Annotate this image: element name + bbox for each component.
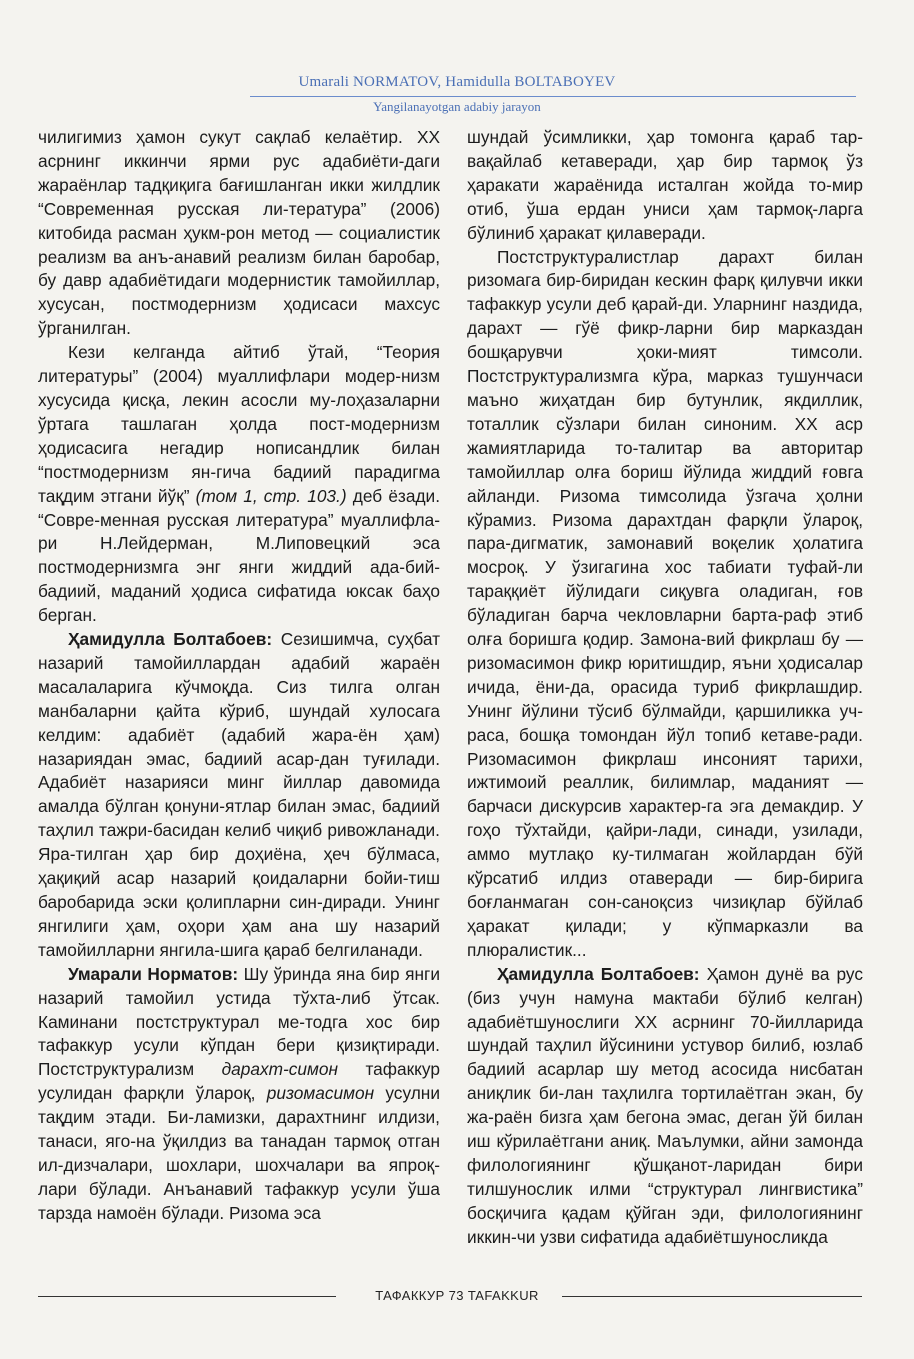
running-header-authors: Umarali NORMATOV, Hamidulla BOLTABOYEV [298,74,616,90]
speaker-name: Ҳамидулла Болтабоев: [497,963,700,984]
running-header-subtitle: Yangilanayotgan adabiy jarayon [373,99,541,114]
header-rule [250,96,856,97]
speaker-name: Умарали Норматов: [68,963,239,984]
left-column [38,126,440,1226]
speaker-name: Ҳамидулла Болтабоев: [68,629,273,650]
paragraph: Умарали Норматов: Шу ўринда яна бир янги назарий тамойил устида тўхта-либ ўтсак. Каминани постструктурал ме-тодга хос бир тафаккур усули кўпдан бери қизиқтиради. Постструктурализм дарахт-симон тафаккур усулидан фарқли ўлароқ, ризомасимон усулни тақдим этади. Би-ламизки, дарахтнинг илдизи, танаси, яго-на ўқилдиз ва танадан тармоқ отган ил-дизчалари, шохлари, шохчалари ва япроқ-лари бўлади. Анъанавий тафаккур усули ўша тарзда намоён бўлади. Ризома эса [38,963,440,1223]
paragraph: Постструктуралистлар дарахт билан ризомага бир-биридан кескин фарқ қилувчи икки тафаккур усули деб қарай-ди. Уларнинг наздида, дарахт — гўё фикр-ларни бир марказдан бошқарувчи ҳоки-мият тимсоли. Постструктурализмга кўра, марказ тушунчаси маъно жиҳатдан бир бутунлик, якдиллик, тоталлик сўзлари билан синоним. XX аср жамиятларида то-талитар ва авторитар тамойиллар олға бориш йўлида жиддий ғовга айланди. Ризома тимсолида ўзгача ҳолни кўрамиз. Ризома дарахтдан фарқли ўлароқ, пара-дигматик, замонавий воқелик ҳолатига мосроқ. У ўзигагина хос табиати туфай-ли тараққиёт йўлидаги сиқувга оладиган, ғов бўладиган барча чекловларни барта-раф этиб олға боришга қодир. Замона-вий фикрлаш бу — ризомасимон фикр юритишдир, яъни ҳодисалар ичида, ёни-да, орасида туриб фикрлашдир. Унинг йўлини тўсиб бўлмайди, қаршиликка уч-раса, бошқа томондан йўл топиб кетаве-ради. Ризомасимон фикрлаш инсоният тарихи, ижтимоий реаллик, билимлар, маданият — барчаси дискурсив характер-га эга демакдир. У гоҳо тўхтайди, қайри-лади, синади, узилади, аммо мутлақо ку-тилмаган жойлардан бўй кўрсатиб илдиз отаверади — бир-бирига боғланмаган сон-саноқсиз чизиқлар бўйлаб ҳаракат қилади; у кўпмарказли ва плюралистик... [467,246,863,960]
paragraph: Ҳамидулла Болтабоев: Ҳамон дунё ва рус (биз учун намуна мактаби бўлиб келган) адабиётшунослиги XX асрнинг 70-йилларида шундай таҳлил йўсинини устувор билиб, юзлаб бадиий асарлар шу метод асосида нисбатан аниқлик би-лан таҳлилга тортилаётган экан, бу жа-раён бизга ҳам бегона эмас, деган ўй билан иш кўрилаётгани аниқ. Маълумки, айни замонда филологиянинг қўшқанот-ларидан бири тилшунослик илми “структурал лингвистика” босқичига қадам қўйган эди, филологиянинг иккин-чи узви сифатида адабиётшуносликда [467,963,864,1247]
page-footer: ТАФАККУР 73 TAFAKKUR [375,1288,539,1303]
paragraph: чилигимиз ҳамон сукут сақлаб келаётир. XX асрнинг иккинчи ярми рус адабиёти-даги жараёнлар тадқиқига бағишланган икки жилдлик “Современная русская ли-тература” (2006) китобида расман ҳукм-рон метод — социалистик реализм ва анъ-анавий реализм билан баробар, бу давр адабиётидаги модернистик тамойиллар, хусусан, постмодернизм ҳодисаси махсус ўрганилган. [38,127,440,339]
paragraph: Ҳамидулла Болтабоев: Сезишимча, суҳбат назарий тамойиллардан адабий жараён масалаларига кўчмоқда. Сиз тилга олган манбаларни қайта кўриб, шундай хулосага келдим: адабиёт (адабий жара-ён ҳам) назариядан эмас, бадиий асар-дан туғилади. Адабиёт назарияси минг йиллар давомида амалда бўлган қонуни-ятлар билан эмас, бадиий таҳлил тажри-басидан келиб чиқиб ривожланади. Яра-тилган ҳар бир доҳиёна, ҳеч бўлмаса, ҳақиқий асар назарий қоидаларни бойи-тиш баробарида эски қолипларни син-диради. Унинг янгилиги ҳам, оҳори ҳам ана шу назарий тамойилларни янгила-шига қараб белгиланади. [38,629,440,960]
paragraph: шундай ўсимликки, ҳар томонга қараб тар-вақайлаб кетаверади, ҳар бир тармоқ ўз ҳаракати жараёнида исталган жойда то-мир отиб, ўша ердан униси ҳам тармоқ-ларга бўлиниб ҳаракат қилаверади. [467,127,863,243]
right-column [467,126,863,1250]
paragraph: Кези келганда айтиб ўтай, “Теория литературы” (2004) муаллифлари модер-низм хусусида қисқа, лекин асосли му-лоҳазаларни ўртага ташлаган ҳолда пост-модернизм ҳодисасига негадир нописандлик билан “постмодернизм ян-гича бадиий парадигма тақдим этгани йўқ” (том 1, стр. 103.) деб ёзади. “Совре-менная русская литература” муаллифла-ри Н.Лейдерман, М.Липовецкий эса постмодернизмга энг янги жиддий ада-бий-бадиий, маданий ҳодиса сифатида юксак баҳо берган. [38,342,440,626]
